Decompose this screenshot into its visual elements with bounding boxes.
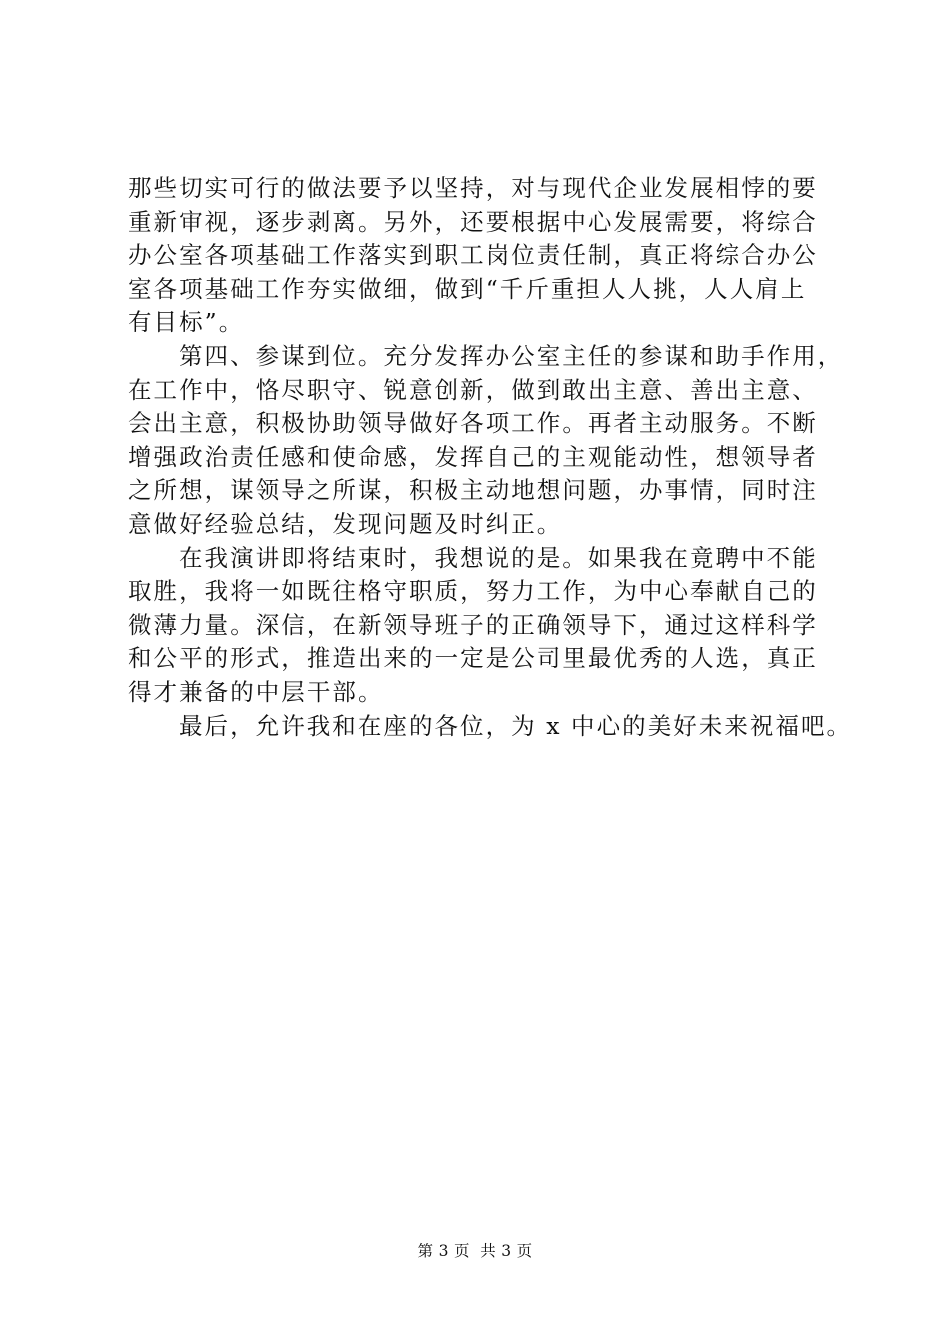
text-line: 有目标”。 (128, 308, 245, 337)
text-line: 之所想，谋领导之所谋，积极主动地想问题，办事情，同时注 (128, 476, 818, 505)
body-text (128, 172, 853, 743)
text-line: 重新审视，逐步剥离。另外，还要根据中心发展需要，将综合 (128, 207, 818, 236)
text-line: 在工作中，恪尽职守、锐意创新，做到敢出主意、善出主意、 (128, 375, 818, 404)
text-line: 得才兼备的中层干部。 (128, 677, 384, 706)
text-line: 意做好经验总结，发现问题及时纠正。 (128, 509, 563, 538)
text-line: 和公平的形式，推造出来的一定是公司里最优秀的人选，真正 (128, 644, 818, 673)
paragraph-start-line: 第四、参谋到位。充分发挥办公室主任的参谋和助手作用， (179, 341, 844, 370)
text-line: 办公室各项基础工作落实到职工岗位责任制，真正将综合办公 (128, 241, 818, 270)
text-line: 增强政治责任感和使命感，发挥自己的主观能动性，想领导者 (128, 442, 818, 471)
text-line: 取胜，我将一如既往格守职质，努力工作，为中心奉献自己的 (128, 577, 818, 606)
page-number-footer: 第 3 页 共 3 页 (417, 1242, 533, 1260)
text-line: 那些切实可行的做法要予以坚持，对与现代企业发展相悖的要 (128, 174, 818, 202)
text-line: 微薄力量。深信，在新领导班子的正确领导下，通过这样科学 (128, 610, 818, 639)
paragraph-start-line: 在我演讲即将结束时，我想说的是。如果我在竟聘中不能 (179, 543, 818, 572)
text-line: 室各项基础工作夯实做细，做到“千斤重担人人挑，人人肩上 (128, 274, 807, 303)
paragraph-start-line: 最后，允许我和在座的各位，为 x 中心的美好未来祝福吧。 (179, 711, 853, 740)
text-line: 会出主意，积极协助领导做好各项工作。再者主动服务。不断 (128, 409, 818, 438)
